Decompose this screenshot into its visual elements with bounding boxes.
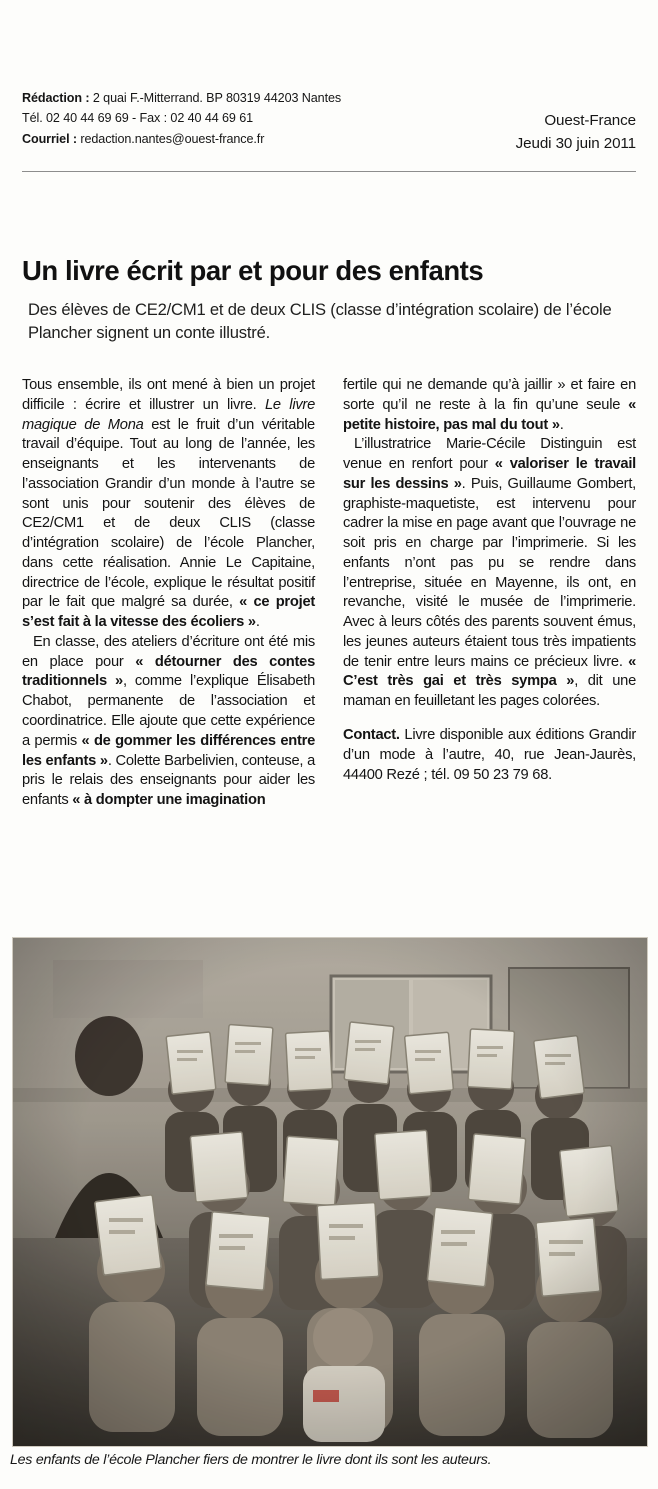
text-run: , comme l’explique Élisabeth Chabot, permanente de l’association et coordinatrice. Elle ajoute que cette expérience a permis — [22, 673, 315, 749]
photo-illustration — [13, 938, 647, 1446]
photo-caption: Les enfants de l’école Plancher fiers de montrer le livre dont ils sont les auteurs. — [10, 1452, 492, 1468]
quote-run: « ce projet s’est fait à la vitesse des écoliers » — [22, 594, 316, 631]
text-run: . — [559, 416, 564, 433]
text-run: fertile qui ne demande qu’à jaillir » et faire en sorte qu’il ne reste à la fin qu’une seule — [343, 377, 636, 413]
quote-run: « détourner des contes traditionnels » — [22, 653, 316, 690]
paragraph — [343, 376, 636, 435]
text-run: , dit une maman en feuilletant les pages colorées. — [343, 673, 636, 710]
publication-date: Jeudi 30 juin 2011 — [515, 135, 636, 153]
quote-run: « à dompter une imagination — [72, 792, 266, 809]
quote-run: « valoriser le travail sur les dessins » — [343, 456, 636, 492]
text-run: . — [255, 614, 260, 631]
book-title: Le livre magique de Mona — [22, 396, 315, 433]
masthead-publication-block — [516, 88, 636, 155]
text-run: Tous ensemble, ils ont mené à bien un projet difficile : écrire et illustrer un livre. — [22, 377, 315, 413]
article-body — [22, 376, 636, 936]
contact-details: Livre disponible aux éditions Grandir d’un mode à l’autre, 40, rue Jean-Jaurès, 44400 Rezé ; tél. 09 50 23 79 68. — [343, 727, 636, 783]
courriel-label: Courriel : — [22, 131, 77, 146]
contact-paragraph — [343, 726, 636, 785]
text-run: . Colette Barbelivien, conteuse, a pris le relais des enseignants pour aider les enfants — [22, 752, 316, 809]
quote-run: « C’est très gai et très sympa » — [343, 653, 636, 690]
text-run: L’illustratrice Marie-Cécile Distinguin est venue en renfort pour — [343, 436, 636, 473]
masthead-email-line — [22, 129, 341, 149]
contact-label: Contact. — [343, 727, 400, 744]
article-headline: Un livre écrit par et pour des enfants — [22, 255, 484, 286]
quote-run: « petite histoire, pas mal du tout » — [343, 396, 636, 433]
masthead-contact-block — [22, 88, 341, 149]
publication-name: Ouest-France — [544, 112, 636, 129]
redaction-address: 2 quai F.-Mitterrand. BP 80319 44203 Nantes — [89, 91, 342, 105]
text-run: . Puis, Guillaume Gombert, graphiste-maquetiste, est intervenu pour cadrer la mise en page avant que l’ouvrage ne soit pris en charge par l’imprimerie. Si les enfants n’ont pas pu se rendre dans l’entreprise, située en Mayenne, ils ont, en revanche, visité le musée de l’imprimerie. Avec à leurs côtés des parents souvent émus, les jeunes auteurs étaient tous très impatients de tenir entre leurs mains ce précieux livre. — [343, 475, 636, 670]
masthead — [22, 88, 636, 155]
header-divider — [22, 171, 636, 172]
article-column-2 — [343, 376, 636, 936]
text-run: est le fruit d’un véritable travail d’équipe. Tout au long de l’année, les enseignants et les intervenants de l’association Grandir d’un monde à l’autre se sont unis pour soutenir des élèves de CE2/CM1 et de deux CLIS (classe d’intégration scolaire) de l’école Plancher, dans cette réalisation. Annie Le Capitaine, directrice de l’école, explique le résultat positif par le fait que malgré sa durée, — [22, 416, 315, 611]
article-column-1 — [22, 376, 315, 936]
quote-run: « de gommer les différences entre les enfants » — [22, 732, 316, 769]
article-photo — [12, 937, 648, 1447]
paragraph — [343, 435, 636, 712]
text-run: En classe, des ateliers d’écriture ont été mis en place pour — [22, 633, 315, 670]
paragraph — [22, 633, 315, 811]
redaction-label: Rédaction : — [22, 91, 90, 105]
masthead-address-line — [22, 88, 341, 108]
masthead-phone-line: Tél. 02 40 44 69 69 - Fax : 02 40 44 69 61 — [22, 111, 254, 126]
article-standfirst: Des élèves de CE2/CM1 et de deux CLIS (classe d’intégration scolaire) de l’école Plancher signent un conte illustré. — [28, 300, 612, 343]
paragraph — [22, 376, 315, 633]
courriel-address: redaction.nantes@ouest-france.fr — [76, 131, 265, 146]
